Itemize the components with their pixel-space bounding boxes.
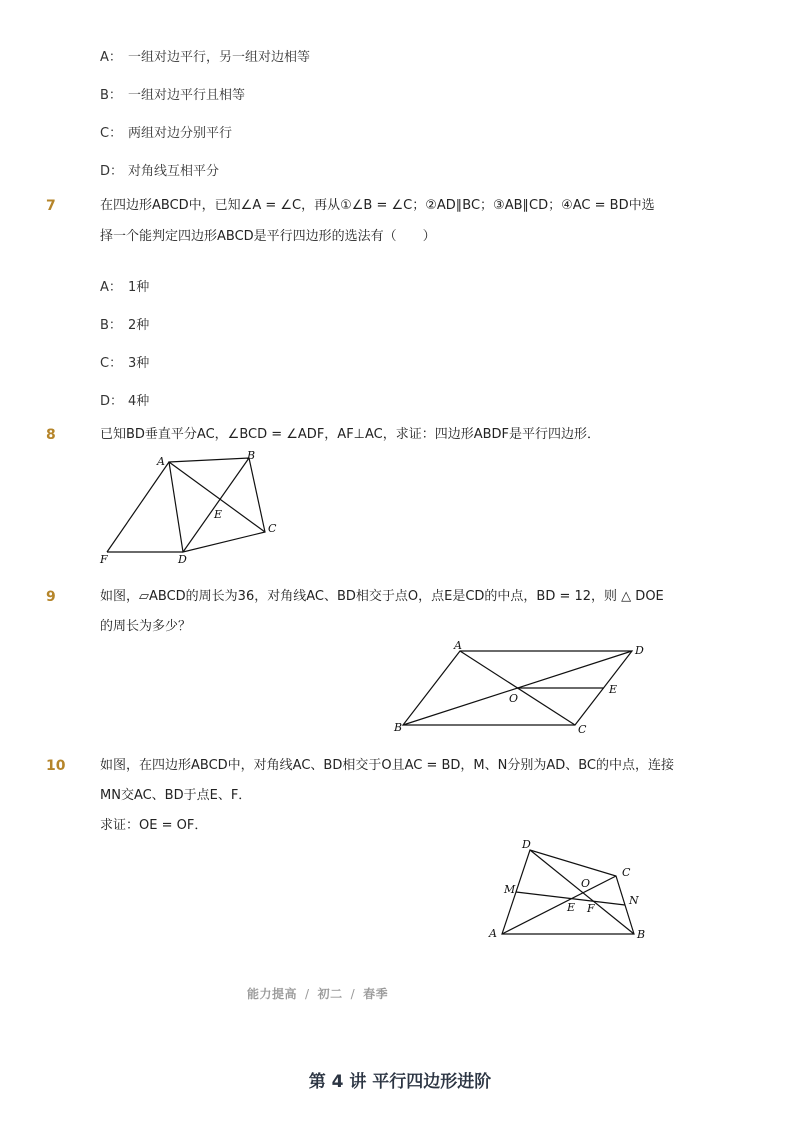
q8-stem: 已知BD垂直平分AC，∠BCD = ∠ADF，AF⊥AC，求证：四边形ABDF是平行四边形．: [100, 427, 601, 442]
option-label: B：: [100, 318, 122, 333]
option-label: D：: [100, 394, 124, 409]
q8-label-a: A: [157, 455, 165, 468]
q9-number: 9: [46, 589, 56, 605]
q10-label-c: C: [622, 866, 631, 879]
q10-label-d: D: [522, 838, 531, 851]
q9-figure: [390, 638, 655, 738]
q10-figure: [484, 832, 654, 947]
q10-label-a: A: [489, 927, 497, 940]
q8-label-e: E: [214, 508, 223, 521]
breadcrumb-separator: /: [305, 987, 310, 1001]
q10-label-f: F: [587, 902, 595, 915]
q9-label-c: C: [578, 723, 587, 736]
q10-label-o: O: [581, 877, 591, 890]
q6-option-a[interactable]: [100, 46, 310, 65]
q10-label-b: B: [637, 928, 646, 941]
q7-number: 7: [46, 198, 56, 214]
option-text: 4种: [128, 394, 150, 409]
breadcrumb-separator: /: [350, 987, 356, 1001]
q8-label-f: F: [100, 553, 108, 566]
q7-option-d[interactable]: [100, 390, 149, 409]
option-label: C：: [100, 126, 123, 141]
breadcrumb-item: 初二: [317, 987, 343, 1001]
q9-label-e: E: [609, 683, 618, 696]
option-text: 一组对边平行且相等: [128, 88, 246, 103]
q7-stem-line1: 在四边形ABCD中，已知∠A = ∠C，再从①∠B = ∠C；②AD∥BC；③AB∥CD；④AC = BD中选: [100, 198, 655, 213]
q8-label-c: C: [268, 522, 277, 535]
q6-option-c[interactable]: [100, 122, 232, 141]
q7-option-c[interactable]: [100, 352, 149, 371]
option-text: 2种: [128, 318, 150, 333]
q10-number: 10: [46, 758, 66, 774]
q10-label-e: E: [567, 901, 576, 914]
q8-label-d: D: [178, 553, 187, 566]
q10-quad-abcd: [502, 850, 634, 934]
q9-label-b: B: [394, 721, 403, 734]
q8-diagonal-ac: [169, 462, 265, 532]
lecture-title: 第 4 讲 平行四边形进阶: [308, 1072, 492, 1092]
q10-stem-line2: MN交AC、BD于点E、F．: [100, 788, 252, 803]
option-text: 1种: [128, 280, 150, 295]
option-text: 一组对边平行，另一组对边相等: [128, 50, 311, 65]
option-label: D：: [100, 164, 124, 179]
option-label: A：: [100, 280, 122, 295]
breadcrumb-item: 春季: [363, 987, 389, 1001]
option-text: 3种: [128, 356, 150, 371]
q10-stem-line1: 如图，在四边形ABCD中，对角线AC、BD相交于O且AC = BD，M、N分别为AD、BC的中点，连接: [100, 758, 675, 773]
option-text: 对角线互相平分: [128, 164, 220, 179]
q9-label-d: D: [635, 644, 644, 657]
q9-label-o: O: [509, 692, 519, 705]
breadcrumb-item: 能力提高: [247, 987, 298, 1001]
q10-diagonal-bd: [530, 850, 634, 934]
q8-figure: [95, 448, 295, 570]
breadcrumb: [247, 985, 388, 1002]
q7-option-a[interactable]: [100, 276, 149, 295]
q10-stem-line3: 求证：OE = OF．: [100, 818, 208, 833]
option-text: 两组对边分别平行: [128, 126, 233, 141]
q6-option-b[interactable]: [100, 84, 245, 103]
option-label: C：: [100, 356, 123, 371]
q7-option-b[interactable]: [100, 314, 149, 333]
q9-label-a: A: [454, 639, 462, 652]
q8-number: 8: [46, 427, 56, 443]
q10-label-m: M: [504, 883, 516, 896]
q7-stem-line2: 择一个能判定四边形ABCD是平行四边形的选法有（ ）: [100, 229, 436, 244]
q10-label-n: N: [629, 894, 639, 907]
option-label: A：: [100, 50, 122, 65]
q9-stem-line1: 如图，▱ABCD的周长为36，对角线AC、BD相交于点O，点E是CD的中点，BD = 12，则 △ DOE: [100, 589, 664, 604]
q9-stem-line2: 的周长为多少？: [100, 619, 192, 634]
q8-label-b: B: [247, 449, 256, 462]
option-label: B：: [100, 88, 122, 103]
q8-segment-fa: [107, 462, 169, 552]
q6-option-d[interactable]: [100, 160, 219, 179]
